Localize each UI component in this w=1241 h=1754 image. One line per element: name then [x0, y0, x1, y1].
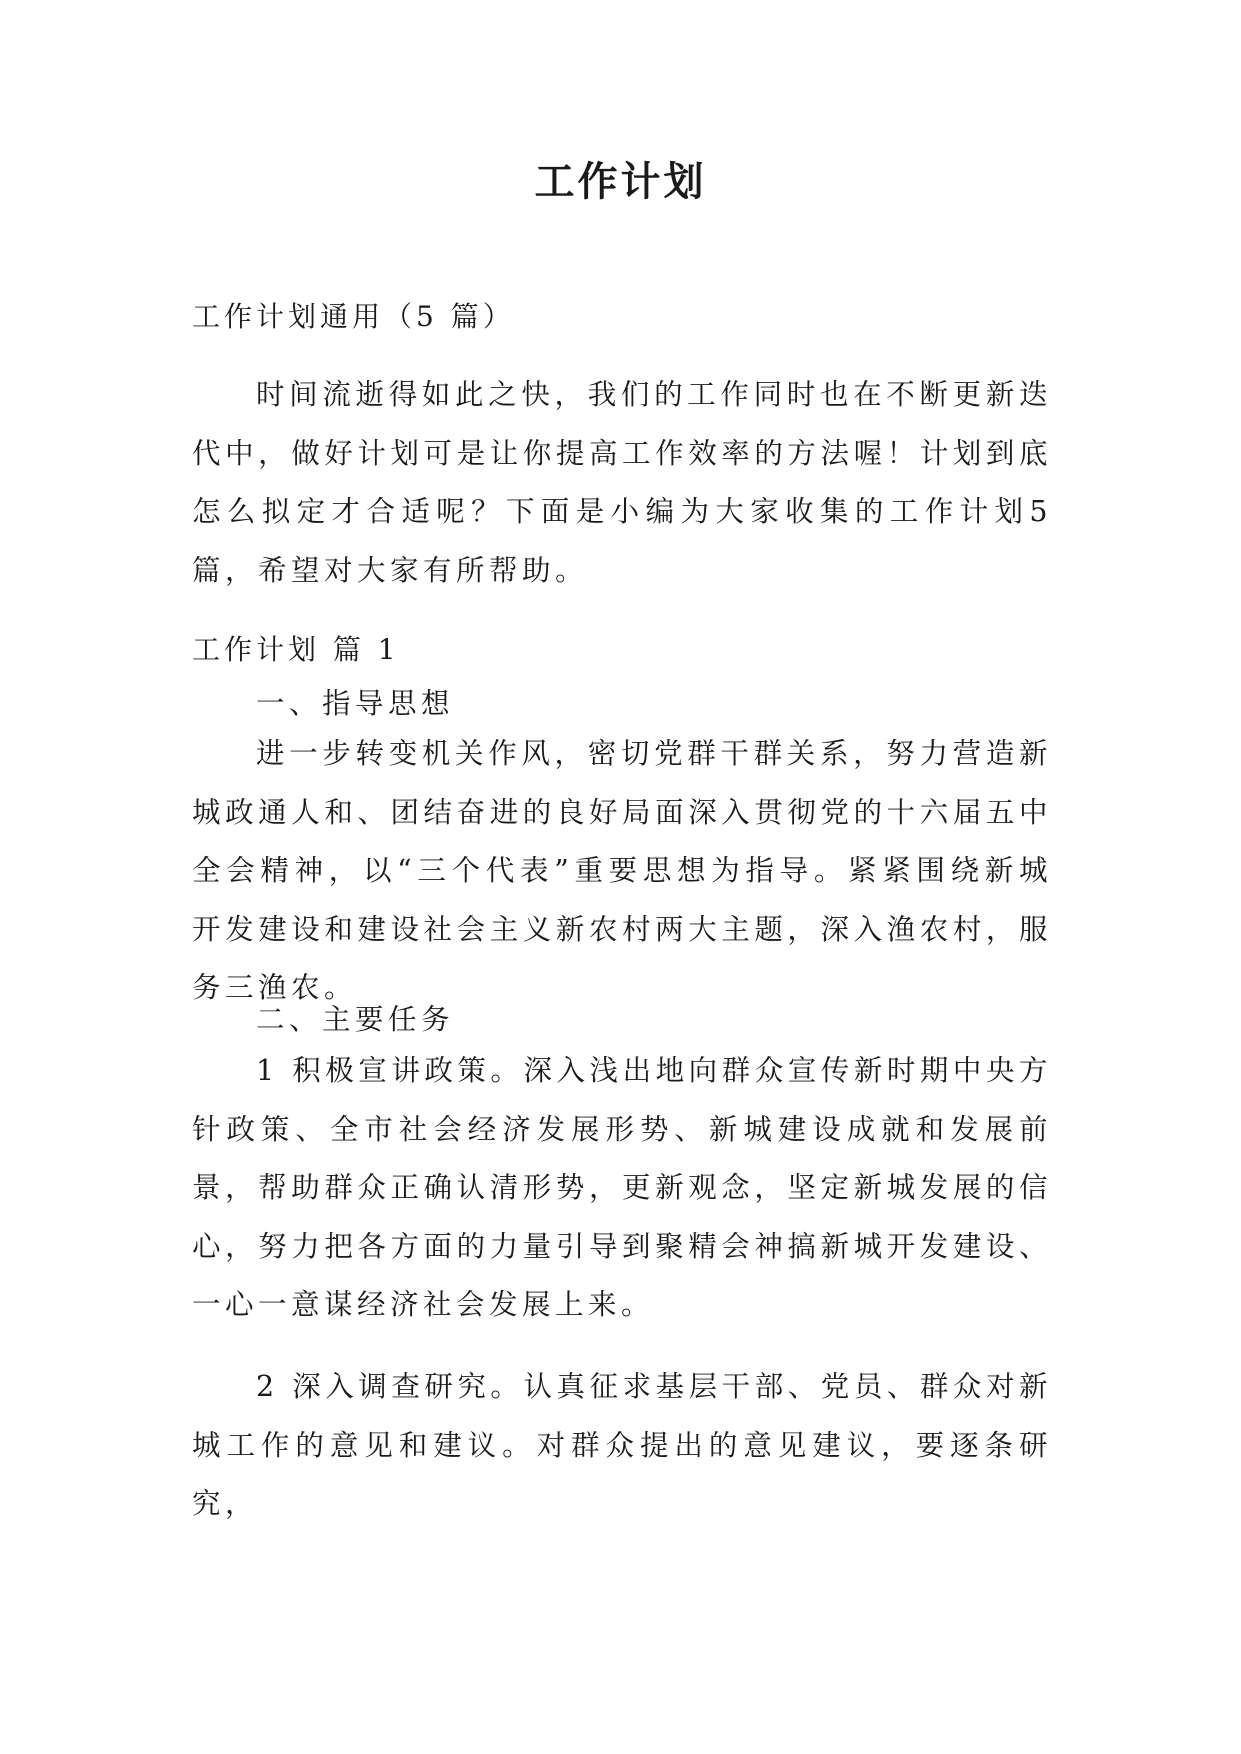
heading-main-tasks: 二、主要任务: [256, 1003, 455, 1036]
paragraph-guiding-ideology: 进一步转变机关作风，密切党群干群关系，努力营造新城政通人和、团结奋进的良好局面深入贯彻党的十六届五中全会精神，以“三个代表”重要思想为指导。紧紧围绕新城开发建设和建设社会主义新农村两大主题，深入渔农村，服务三渔农。: [192, 737, 1052, 1004]
paragraph-task-1: 1 积极宣讲政策。深入浅出地向群众宣传新时期中央方针政策、全市社会经济发展形势、新城建设成就和发展前景，帮助群众正确认清形势，更新观念，坚定新城发展的信心，努力把各方面的力量引导到聚精会神搞新城开发建设、一心一意谋经济社会发展上来。: [192, 1054, 1052, 1321]
paragraph-task-2: 2 深入调查研究。认真征求基层干部、党员、群众对新城工作的意见和建议。对群众提出的意见建议，要逐条研究，: [192, 1370, 1052, 1520]
intro-paragraph: 时间流逝得如此之快，我们的工作同时也在不断更新迭代中，做好计划可是让你提高工作效率的方法喔！计划到底怎么拟定才合适呢？下面是小编为大家收集的工作计划5篇，希望对大家有所帮助。: [192, 378, 1052, 587]
heading-guiding-ideology: 一、指导思想: [256, 687, 455, 720]
document-title: 工作计划: [534, 159, 707, 205]
section-title: 工作计划 篇 1: [192, 633, 400, 666]
document-subtitle: 工作计划通用（5 篇）: [192, 300, 515, 333]
